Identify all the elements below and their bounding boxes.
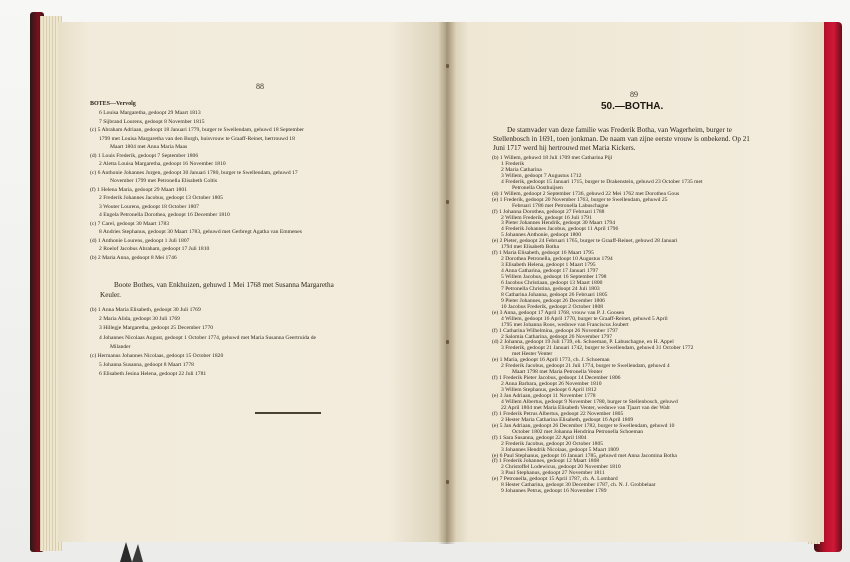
right-paragraph-line: Stellenbosch in 1691, toen jonkman. De naam van zijne eerste vrouw is onbekend. Op 21 — [493, 135, 750, 143]
entry-line: 9 Johannes Petrus, gedoopt 16 November 1789 — [501, 488, 607, 495]
entry-line: Milander — [110, 343, 131, 350]
entry-line: 4 Willem, gedoopt 16 April 1770, burger te Graaff-Reinet, gehuwd 5 April — [501, 315, 668, 322]
entry-line: 10 Jacobus Frederik, gedoopt 2 October 1808 — [501, 303, 604, 310]
entry-line: (f) 1 Johanna Dorothea, gedoopt 27 Februari 1788 — [492, 208, 605, 215]
right-paragraph-line: De stamvader van deze familie was Frederik Botha, van Wagerheim, burger te — [507, 126, 732, 134]
entry-line: 2 Anna Barbara, gedoopt 26 November 1810 — [501, 381, 602, 388]
entry-line: Petronella Oosthuijsen — [512, 184, 563, 191]
left-paragraph-line: Boote Bothes, van Enkhuizen, gehuwd 1 Mei 1768 met Susanna Margaretha — [114, 281, 334, 289]
binding-stitch — [446, 480, 449, 484]
left-paragraph-line: Keuler. — [100, 291, 121, 299]
entry-line: (d) 1 Willem, gedoopt 2 September 1736, gehuwd 22 Mei 1762 met Dorothea Gous — [492, 190, 680, 197]
entry-line: (e) 7 Petronella, gedoopt 15 April 1787, ch. A. Lombard — [492, 476, 618, 483]
entry-line: 3 Willem, gedoopt 7 Augustus 1712 — [501, 172, 582, 179]
entry-line: 7 Petronella Christina, gedoopt 24 Juli 1803 — [501, 285, 600, 292]
entry-line: 5 Johanna Susanna, gedoopt 8 Maart 1778 — [99, 362, 194, 369]
entry-line: 3 Wouter Lourens, gedoopt 18 October 1807 — [99, 203, 199, 210]
entry-line: 2 Willem Frederik, gedoopt 16 Juli 1791 — [501, 214, 592, 221]
entry-line: 1799 met Louisa Margaretha van den Burgh, huisvrouw te Graaff-Reinet, hertrouwd 18 — [99, 135, 295, 142]
entry-line: 22 April 1804 met Maria Elisabeth Venter, weduwe van Tjaart van der Walt — [501, 404, 670, 411]
entry-line: 5 Johannes Anthonie, gedoopt 1800 — [501, 232, 582, 239]
entry-line: (d) 1 Louis Frederik, gedoopt 7 September 1806 — [90, 152, 199, 159]
entry-line: (f) 1 Frederik Pieter Jacobus, gedoopt 14 December 1806 — [492, 375, 621, 382]
entry-line: (b) 2 Maria Anna, gedoopt 8 Mei 1746 — [90, 254, 177, 261]
entry-line: 3 Elisabeth Helena, gedoopt 1 Maart 1795 — [501, 262, 596, 269]
entry-line: 4 Engela Petronella Dorothea, gedoopt 16 December 1810 — [99, 212, 230, 218]
entry-line: 3 Pieter Johannes Hendrik, gedoopt 30 Maart 1794 — [501, 220, 616, 227]
entry-line: Maart 1804 met Anna Maria Maas — [110, 144, 188, 150]
entry-line: 3 Paul Stephanus, gedoopt 27 November 1811 — [501, 470, 605, 477]
entry-line: (e) 2 Pieter, gedoopt 24 Februari 1765, burger te Graaff-Reinet, gehuwd 28 Januari — [492, 238, 678, 245]
entry-line: Februari 1786 met Petronella Labuschagne — [512, 202, 609, 209]
entry-line: 2 Salomia Catharina, gedoopt 26 November 1797 — [501, 333, 613, 340]
entry-line: 2 Christoffel Lodewicus, gedoopt 20 November 1810 — [501, 464, 621, 471]
entry-line: (d) 2 Johanna, gedoopt 19 Juli 1739, eh. Schoeman, P. Labuschagne, en H. Appel — [492, 339, 674, 346]
left-page-number: 88 — [256, 82, 264, 91]
entry-line: 2 Dorothea Petronella, gedoopt 10 Augustus 1794 — [501, 256, 613, 263]
entry-line: 1794 met Elisabeth Botha — [501, 244, 559, 251]
entry-line: 3 Hillegje Margaretha, gedoopt 25 December 1770 — [99, 325, 214, 332]
entry-line: (d) 1 Anthonie Lourens, gedoopt 1 Juli 1807 — [90, 237, 190, 244]
book-gutter — [438, 22, 456, 544]
entry-line: 9 Pieter Johannes, gedoopt 26 December 1806 — [501, 297, 605, 304]
entry-line: (c) 5 Abraham Adriaan, gedoopt 18 Januari 1779, burger te Swellendam, gehuwd 18 September — [90, 127, 304, 133]
entry-line: 4 Johannes Nicolaas August, gedoopt 1 October 1774, gehuwd met Maria Susanna Geertruida de — [99, 334, 317, 341]
entry-line: 7 Sijbrand Lourens, gedoopt 8 November 1815 — [99, 118, 205, 125]
entry-line: (f) 1 Maria Elisabeth, gedoopt 16 Maart 1795 — [492, 250, 594, 257]
entry-line: October 1802 met Johanna Hendrina Petronella Schoeman — [512, 428, 644, 435]
entry-line: 3 Frederik, gedoopt 21 Januari 1742, burger te Swellendam, gehuwd 31 October 1772 — [501, 345, 694, 352]
entry-line: 2 Frederik Johannes Jacobus, gedoopt 13 October 1805 — [99, 195, 223, 201]
entry-line: (c) Hermanus Johannes Nicolaas, gedoopt 15 October 1820 — [90, 353, 224, 359]
entry-line: Maart 1798 met Maria Petronella Venter — [512, 369, 603, 376]
entry-line: (e) 1 Maria, gedoopt 16 April 1773, ch. J. Schoeman — [492, 357, 610, 364]
entry-line: (f) 1 Frederik Petrus Albertus, gedoopt 22 November 1805 — [492, 410, 624, 417]
entry-line: 6 Jacobus Christiaan, gedoopt 13 Maart 1800 — [501, 279, 603, 286]
entry-line: (e) 3 Jan Adriaan, gedoopt 11 November 1778 — [492, 393, 596, 399]
entry-line: 4 Anna Catharina, gedoopt 17 Januari 1797 — [501, 268, 599, 275]
entry-line: 4 Frederik Johannes Jacobus, gedoopt 11 April 1796 — [501, 226, 619, 233]
right-page-number: 89 — [630, 90, 638, 99]
entry-line: 2 Maria Catharina — [501, 166, 542, 173]
entry-line: (c) 6 Anthonie Johannes Jurgen, gedoopt 30 Januari 1780, burger te Swellendam, gehuwd 17 — [90, 169, 298, 176]
left-running-heading: BOTES—Vervolg — [90, 101, 136, 107]
entry-line: (e) 1 Frederik, gedoopt 20 November 1763, burger te Swellendam, gehuwd 25 — [492, 196, 668, 203]
section-rule — [255, 412, 321, 414]
binding-stitch — [446, 340, 449, 344]
entry-line: (f) 1 Helena Maria, gedoopt 29 Maart 1801 — [90, 186, 187, 193]
entry-line: November 1799 met Petronella Elisabeth Coltis — [110, 178, 218, 184]
entry-line: (c) 7 Carel, gedoopt 30 Maart 1783 — [90, 220, 170, 227]
entry-line: (e) 3 Anna, gedoopt 17 April 1768, vrouw van P. J. Goosen — [492, 309, 625, 316]
entry-line: 2 Maria Alida, gedoopt 30 Juli 1769 — [99, 316, 180, 323]
entry-line: 1795 met Johanna Roos, weduwe van Franciscus Joubert — [501, 321, 629, 328]
section-title: 50.—BOTHA. — [601, 101, 664, 112]
entry-line: 2 Frederik Jacobus, gedoopt 21 Juli 1774, burger te Swellendam, gehuwd 4 — [501, 363, 670, 370]
right-paragraph-line: Juni 1717 werd hij hertrouwd met Maria Kickers. — [493, 144, 636, 152]
entry-line: (b) 1 Anna Maria Elisabeth, gedoopt 30 Juli 1769 — [90, 307, 201, 313]
entry-line: (f) 1 Frederik Johannes, gedoopt 12 Maart 1808 — [492, 458, 600, 465]
entry-line: (e) 5 Jan Adriaan, gedoopt 26 December 1782, burger te Swellendam, gehuwd 10 — [492, 422, 675, 429]
entry-line: (e) 6 Paul Stephanus, gedoopt 16 Januari 1785, gehuwd met Anna Jacomina Botha — [492, 452, 677, 459]
entry-line: 8 Andries Stephanus, gedoopt 30 Maart 1783, gehuwd met Gerbregt Agatha van Emmenes — [99, 229, 302, 235]
entry-line: 8 Hester Catharina, gedoopt 30 December 1787, ch. N. J. Grobbelaar — [501, 482, 656, 489]
entry-line: 6 Elisabeth Jesina Helena, gedoopt 22 Juli 1781 — [99, 371, 207, 378]
entry-line: 3 Johannes Hendrik Nicolaas, gedoopt 5 Maart 1809 — [501, 446, 619, 453]
bookmark-ribbon — [112, 540, 152, 562]
entry-line: 2 Aletta Louisa Margaretha, gedoopt 16 November 1810 — [99, 161, 226, 167]
entry-line: met Hester Venter — [512, 351, 553, 358]
entry-line: 6 Louisa Margaretha, gedoopt 29 Maart 1813 — [99, 110, 201, 116]
entry-line: 2 Frederik Jacobus, gedoopt 20 October 1805 — [501, 440, 604, 447]
entry-line: (f) 1 Catharina Wilhelmina, gedoopt 26 November 1797 — [492, 327, 618, 334]
entry-line: 2 Roelof Jacobus Abraham, gedoopt 17 Juli 1810 — [99, 246, 210, 252]
entry-line: (f) 1 Sara Susanna, gedoopt 22 April 1804 — [492, 434, 587, 441]
entry-line: 1 Frederik — [501, 160, 525, 167]
entry-line: 2 Hester Maria Catharina Elisabeth, gedoopt 16 April 1809 — [501, 416, 634, 423]
entry-line: 4 Frederik, gedoopt 15 Januari 1715, burger te Drakenstein, gehuwd 23 October 1735 met — [501, 178, 703, 185]
entry-line: (b) 1 Willem, gehuwd 18 Juli 1709 met Catharina Pijl — [492, 155, 613, 161]
entry-line: 5 Willem Jacobus, gedoopt 16 September 1798 — [501, 274, 607, 280]
entry-line: 8 Catharina Johanna, gedoopt 26 Februari 1805 — [501, 291, 608, 298]
entry-line: 3 Willem Stephanus, gedoopt 6 April 1812 — [501, 387, 597, 394]
binding-stitch — [446, 64, 449, 68]
entry-line: 4 Willem Albertus, gedoopt 9 November 1780, burger te Stellenbosch, gehuwd — [501, 398, 678, 405]
binding-stitch — [446, 200, 449, 204]
